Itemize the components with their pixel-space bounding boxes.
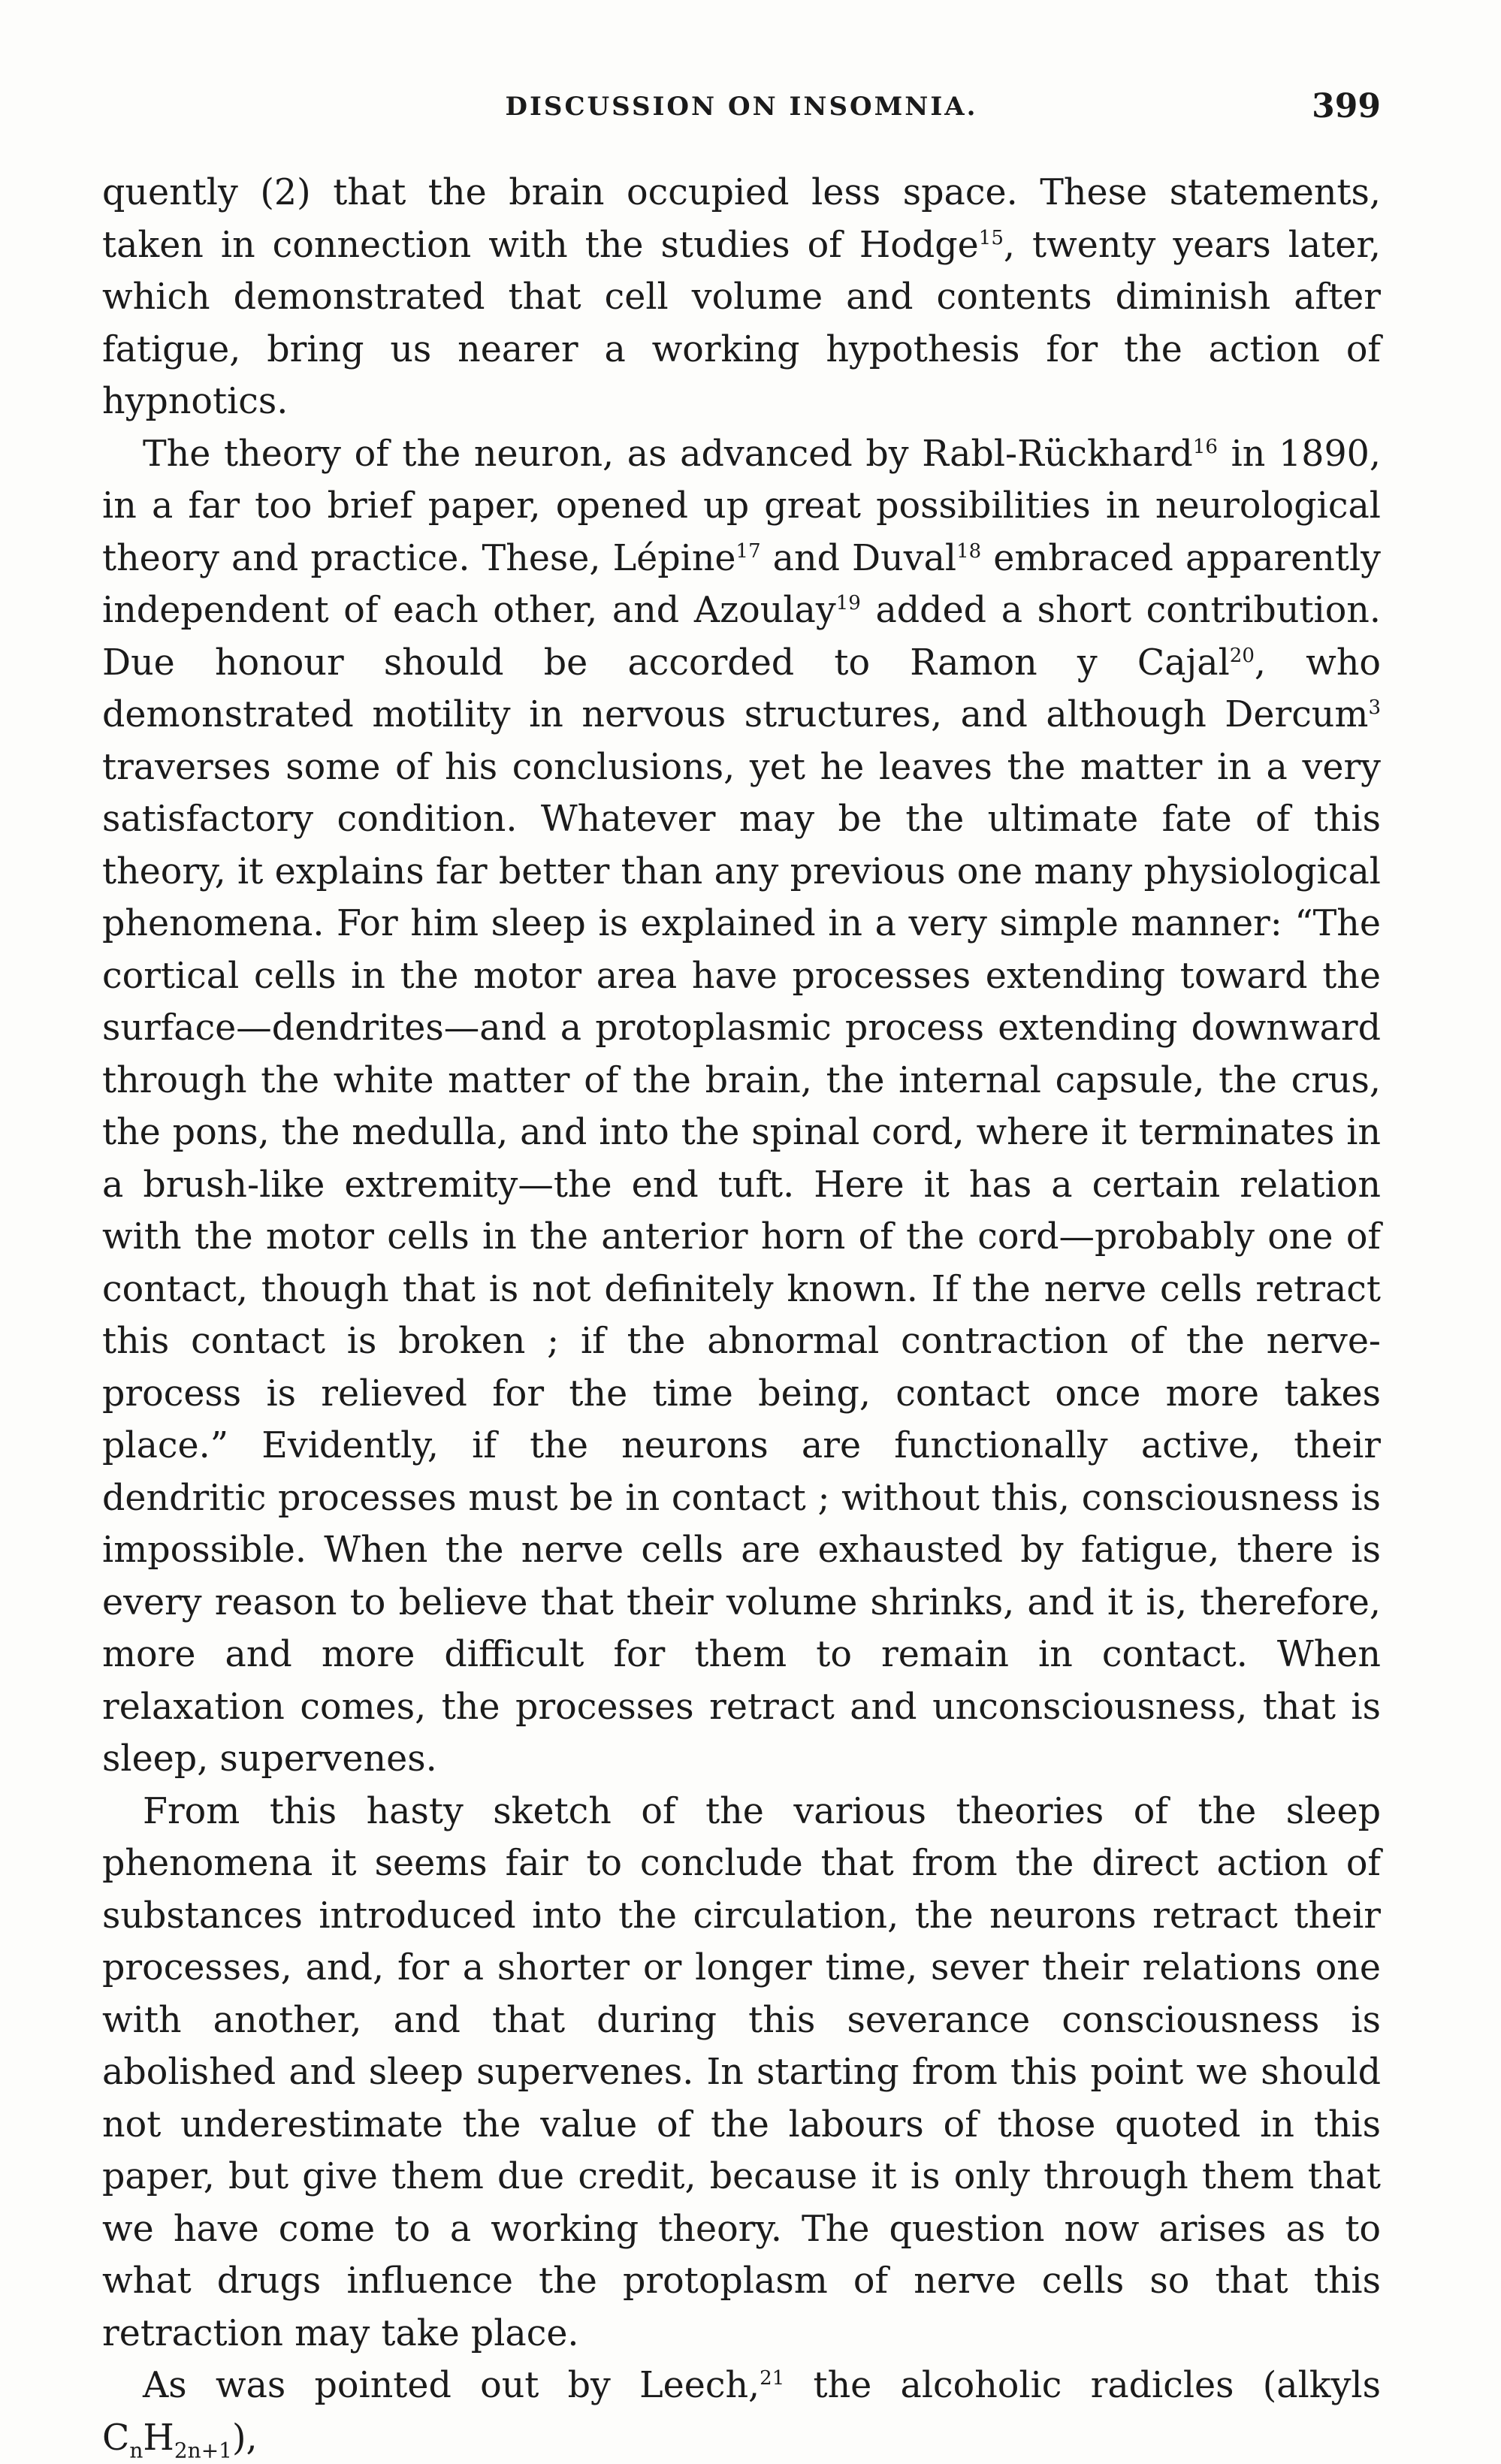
paragraph-2-text-g: traverses some of his conclusions, yet he leaves the matter in a very satisfactory condition. Whatever may be the ultimate fate of this theory, it explains far better than any previous one many physiological phenomena. For him sleep is explained in a very simple manner: “The cortical cells in the motor area have processes extending toward the surface—dendrites—and a protoplasmic process extending downward through the white matter of the brain, the internal capsule, the crus, the pons, the medulla, and into the spinal cord, where it terminates in a brush-like extremity—the end tuft. Here it has a certain relation with the motor cells in the anterior horn of the cord—probably one of contact, though that is not definitely known. If the nerve cells retract this contact is broken ; if the abnormal contraction of the nerve-process is relieved for the time being, contact once more takes place.” Evidently, if the neurons are functionally active, their dendritic processes must be in contact ; without this, consciousness is impossible. When the nerve cells are exhausted by fatigue, there is every reason to believe that their volume shrinks, and it is, therefore, more and more difficult for them to remain in contact. When relaxation comes, the processes retract and unconsciousness, that is sleep, supervenes. <box>102 746 1381 1780</box>
formula-n-subscript: n <box>129 2438 143 2462</box>
paragraph-1-text-a: quently (2) that the brain occupied less space. These statements, taken in connection with the studies of Hodge <box>102 172 1381 266</box>
footnote-ref-21: 21 <box>760 2367 785 2390</box>
page-number: 399 <box>1312 87 1381 125</box>
paragraph-2 <box>102 428 1381 1786</box>
paragraph-2-text-a: The theory of the neuron, as advanced by Rabl-Rückhard <box>143 433 1193 475</box>
paragraph-2-text-d: embraced apparently independent of each other, and Azoulay <box>102 537 1381 631</box>
paragraph-4-text-a: As was pointed out by Leech, <box>143 2365 760 2406</box>
formula-close: ), <box>231 2417 258 2459</box>
footnote-ref-16: 16 <box>1192 435 1218 458</box>
footnote-ref-15: 15 <box>978 226 1004 249</box>
paragraph-3-text: From this hasty sketch of the various theories of the sleep phenomena it seems fair to conclude that from the direct action of substances introduced into the circulation, the neurons retract their processes, and, for a shorter or longer time, sever their relations one with another, and that during this severance consciousness is abolished and sleep supervenes. In starting from this point we should not underestimate the value of the labours of those quoted in this paper, but give them due credit, because it is only through them that we have come to a working theory. The question now arises as to what drugs influence the protoplasm of nerve cells so that this retraction may take place. <box>102 1790 1381 2354</box>
formula-carbon: C <box>102 2417 130 2459</box>
formula-hydrogen: H <box>143 2417 174 2459</box>
page-header <box>102 87 1381 144</box>
paragraph-1 <box>102 167 1381 428</box>
formula-2n1-subscript: 2n+1 <box>174 2438 232 2462</box>
paragraph-3 <box>102 1786 1381 2360</box>
paragraph-4-text-b: the alcoholic radicles (alkyls <box>784 2365 1381 2406</box>
paragraph-2-text-c: and Duval <box>760 537 957 579</box>
paragraph-1-text-b: , twenty years later, which demonstrated that cell volume and contents diminish after fatigue, bring us nearer a working hypothesis for the action of hypnotics. <box>102 224 1381 422</box>
body-text <box>102 167 1381 2464</box>
footnote-ref-19: 19 <box>835 592 861 615</box>
footnote-ref-20: 20 <box>1229 644 1255 667</box>
footnote-ref-17: 17 <box>735 539 761 563</box>
alkyl-formula <box>102 2417 258 2462</box>
paragraph-4 <box>102 2360 1381 2464</box>
running-title: DISCUSSION ON INSOMNIA. <box>505 92 978 122</box>
footnote-ref-3: 3 <box>1368 696 1381 720</box>
paragraph-2-text-e: added a short contribution. Due honour should be accorded to Ramon y Cajal <box>102 590 1381 684</box>
paragraph-2-text-b: in 1890, in a far too brief paper, opened up great possibilities in neurological theory and practice. These, Lépine <box>102 433 1381 579</box>
footnote-ref-18: 18 <box>956 539 982 563</box>
paragraph-2-text-f: , who demonstrated motility in nervous structures, and although Dercum <box>102 642 1382 735</box>
